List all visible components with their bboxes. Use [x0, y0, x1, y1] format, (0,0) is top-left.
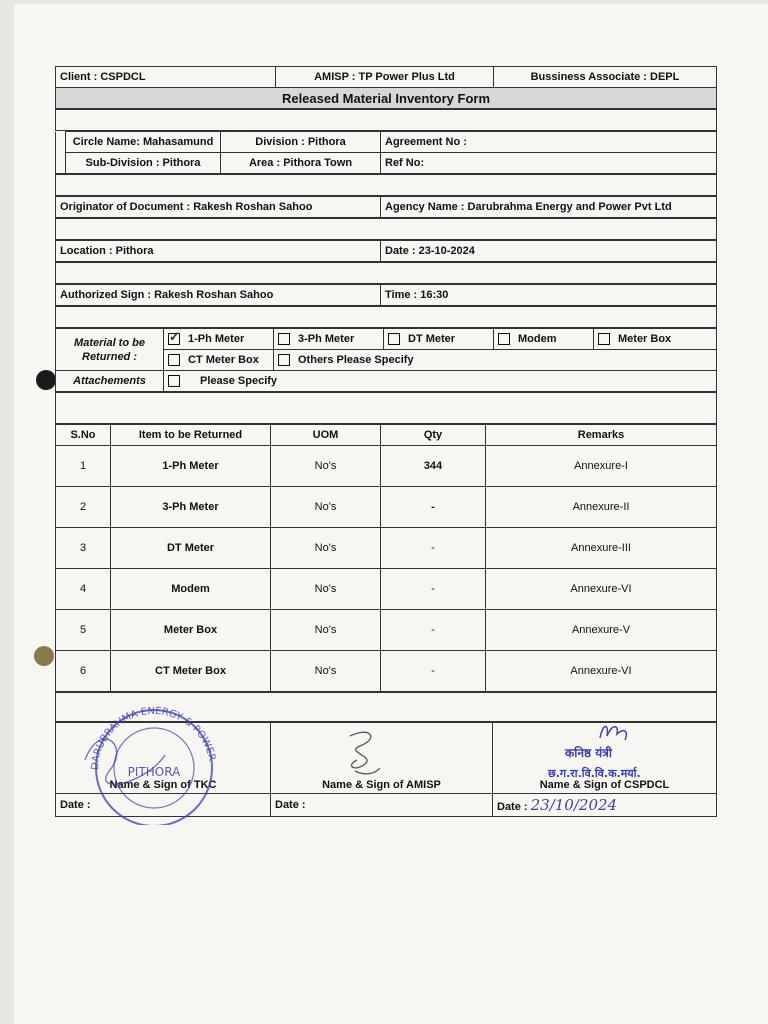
sub-division: Sub-Division : Pithora [66, 153, 221, 174]
cell-sno: 1 [56, 446, 111, 487]
col-header-qty: Qty [381, 425, 486, 446]
cell-uom: No's [271, 446, 381, 487]
option-others[interactable] [274, 350, 717, 371]
circle-table [55, 131, 717, 174]
location: Location : Pithora [56, 241, 381, 262]
ref-no: Ref No: [381, 153, 717, 174]
gap-row [55, 306, 717, 328]
cspdcl-stamp-line2: छ.ग.रा.वि.वि.क.मर्या. [548, 767, 641, 780]
cell-sno: 3 [56, 528, 111, 569]
sign-amisp: Name & Sign of AMISP [271, 723, 493, 794]
option-label: DT Meter [408, 332, 456, 345]
cell-item: CT Meter Box [111, 651, 271, 692]
cell-remarks: Annexure-III [486, 528, 717, 569]
cell-sno: 2 [56, 487, 111, 528]
option-label: 1-Ph Meter [188, 332, 245, 345]
table-row [56, 569, 717, 610]
cell-remarks: Annexure-VI [486, 651, 717, 692]
option-label: Others Please Specify [298, 353, 414, 366]
cell-item: DT Meter [111, 528, 271, 569]
gap-row [55, 174, 717, 196]
signature-table [55, 722, 717, 817]
cell-qty: - [381, 610, 486, 651]
col-header-sno: S.No [56, 425, 111, 446]
punch-hole-bottom [34, 646, 54, 666]
originator-table [55, 196, 717, 218]
gap-row [55, 262, 717, 284]
gap-row [55, 109, 717, 131]
cell-remarks: Annexure-VI [486, 569, 717, 610]
circle-name: Circle Name: Mahasamund [66, 132, 221, 153]
option-label: 3-Ph Meter [298, 332, 355, 345]
gap-row [55, 692, 717, 722]
form-title: Released Material Inventory Form [56, 88, 717, 109]
division: Division : Pithora [221, 132, 381, 153]
gap-row [55, 218, 717, 240]
cell-qty: 344 [381, 446, 486, 487]
cell-sno: 5 [56, 610, 111, 651]
cell-uom: No's [271, 651, 381, 692]
attachments-option[interactable] [164, 371, 717, 392]
date-amisp: Date : [271, 794, 493, 817]
time: Time : 16:30 [381, 285, 717, 306]
agreement-no: Agreement No : [381, 132, 717, 153]
cell-qty: - [381, 651, 486, 692]
table-row [56, 446, 717, 487]
client-cell: Client : CSPDCL [56, 67, 276, 88]
cell-remarks: Annexure-II [486, 487, 717, 528]
col-header-remarks: Remarks [486, 425, 717, 446]
option-ct-meter-box[interactable] [164, 350, 274, 371]
checkbox-icon[interactable] [498, 333, 510, 345]
table-row [56, 610, 717, 651]
cell-item: Meter Box [111, 610, 271, 651]
option-modem[interactable] [494, 329, 594, 350]
option-1ph-meter[interactable] [164, 329, 274, 350]
cell-sno: 4 [56, 569, 111, 610]
table-row [56, 651, 717, 692]
checkbox-icon[interactable] [388, 333, 400, 345]
table-row [56, 528, 717, 569]
date: Date : 23-10-2024 [381, 241, 717, 262]
option-meter-box[interactable] [594, 329, 717, 350]
date-cspdcl-label: Date : [497, 801, 528, 813]
option-label: Meter Box [618, 332, 672, 345]
checkbox-icon[interactable] [168, 354, 180, 366]
checkbox-icon[interactable] [278, 354, 290, 366]
cell-item: 3-Ph Meter [111, 487, 271, 528]
cell-uom: No's [271, 487, 381, 528]
authorized-sign: Authorized Sign : Rakesh Roshan Sahoo [56, 285, 381, 306]
checkbox-checked-icon[interactable] [168, 333, 180, 345]
material-table [55, 328, 717, 392]
authorized-table [55, 284, 717, 306]
sign-tkc: Name & Sign of TKC [56, 723, 271, 794]
table-row [56, 487, 717, 528]
checkbox-icon[interactable] [598, 333, 610, 345]
checkbox-icon[interactable] [168, 375, 180, 387]
cell-remarks: Annexure-V [486, 610, 717, 651]
cell-uom: No's [271, 610, 381, 651]
punch-hole-top [36, 370, 56, 390]
form-header [55, 66, 717, 109]
option-dt-meter[interactable] [384, 329, 494, 350]
associate-cell: Bussiness Associate : DEPL [494, 67, 717, 88]
area: Area : Pithora Town [221, 153, 381, 174]
col-header-item: Item to be Returned [111, 425, 271, 446]
date-cspdcl-value: 23/10/2024 [530, 796, 618, 814]
sign-cspdcl: Name & Sign of CSPDCL [493, 723, 717, 794]
col-header-uom: UOM [271, 425, 381, 446]
date-tkc: Date : [56, 794, 271, 817]
amisp-cell: AMISP : TP Power Plus Ltd [276, 67, 494, 88]
option-label: CT Meter Box [188, 353, 259, 366]
originator: Originator of Document : Rakesh Roshan Sahoo [56, 197, 381, 218]
cell-uom: No's [271, 569, 381, 610]
cspdcl-stamp-line1: कनिष्ठ यंत्री [565, 746, 612, 760]
option-label: Please Specify [200, 374, 278, 387]
material-label-line2: Returned : [82, 350, 137, 363]
stamp-center-text: PITHORA [127, 765, 181, 779]
cell-qty: - [381, 569, 486, 610]
stamp-ring-text: DARUBRAHMA ENERGY & POWER [89, 705, 218, 771]
option-3ph-meter[interactable] [274, 329, 384, 350]
agency-name: Agency Name : Darubrahma Energy and Power Pvt Ltd [381, 197, 717, 218]
cell-sno: 6 [56, 651, 111, 692]
attachments-label: Attachements [56, 371, 164, 392]
inventory-form [55, 66, 717, 817]
cell-qty: - [381, 528, 486, 569]
date-cspdcl [493, 794, 717, 817]
items-table [55, 424, 717, 692]
cell-item: 1-Ph Meter [111, 446, 271, 487]
location-table [55, 240, 717, 262]
material-label [56, 329, 164, 371]
option-label: Modem [518, 332, 557, 345]
cell-qty: - [381, 487, 486, 528]
cell-item: Modem [111, 569, 271, 610]
checkbox-icon[interactable] [278, 333, 290, 345]
material-label-line1: Material to be [74, 336, 145, 349]
cell-uom: No's [271, 528, 381, 569]
gap-row [55, 392, 717, 424]
cell-remarks: Annexure-I [486, 446, 717, 487]
